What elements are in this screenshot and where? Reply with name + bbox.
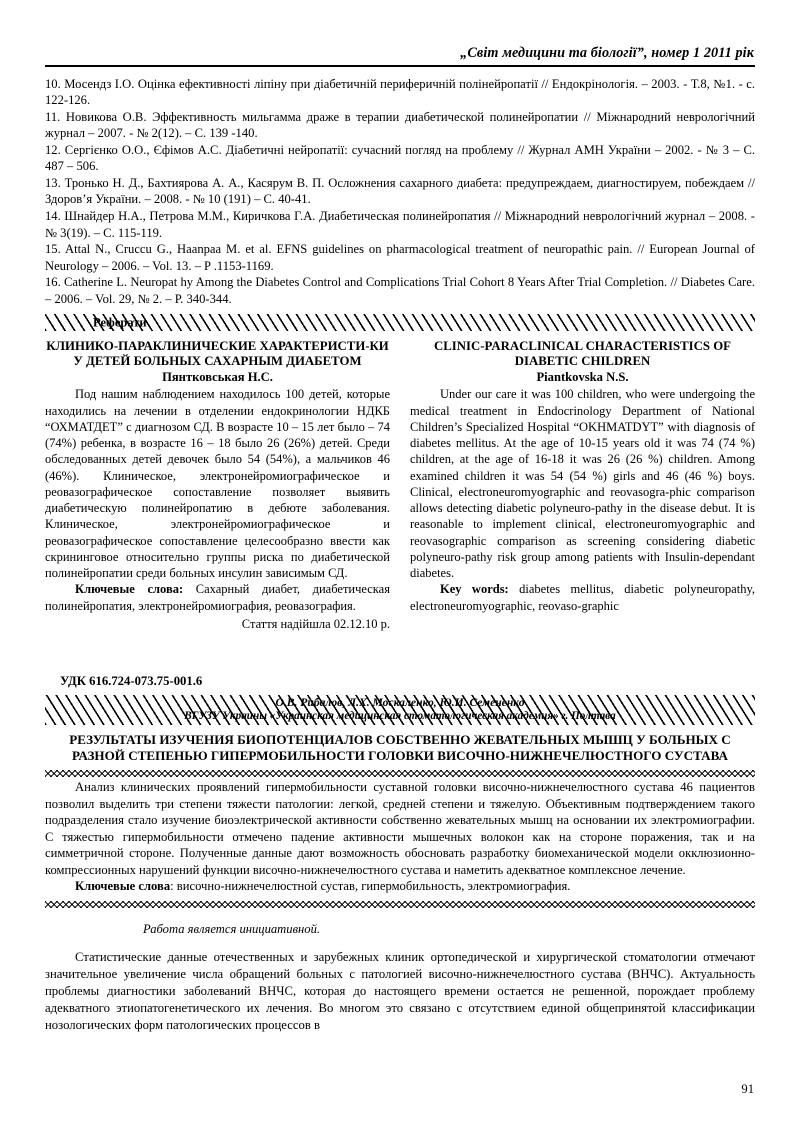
abstract-en-title: CLINIC-PARACLINICAL CHARACTERISTICS OF DIABETIC CHILDREN xyxy=(434,339,731,369)
abstract-en-author: Piantkovska N.S. xyxy=(536,369,629,384)
article-body-paragraph: Статистические данные отечественных и зарубежных клиник ортопедической и хирургической стоматологии отмечают значительное увеличение числа обращений больных с патологией височно-нижнечелюстного сустава (ВНЧС). Актуальность проблемы диагностики заболеваний ВНЧС, которая до настоящего времени остается не решенной, порождает проблему адекватного этиопатогенетического их лечения. Во многом это связано с отсутствием единой общепринятой классификации нозологических форм патологических процессов в xyxy=(45,949,755,1032)
article-abstract: Анализ клинических проявлений гипермобильности суставной головки височно-нижнечелюстного сустава 46 пациентов позволил выделить три степени тяжести патологии: легкой, средней степени и тяжелую. Объективным подтверждением такого подразделения стало изучение биоэлектрической активности собственно жевательных мышц на основании их электромиографии. С тяжестью гипермобильности отмечено падение активности мышечных волокон как на стороне поражения, так и на симметричной стороне. Полученные данные дают возможность обосновать разработку биомеханической модели окклюзионно-компрессионных нарушений функции височно-нижнечелюстного сустава и наметить адекватное комплексное лечение. xyxy=(45,780,755,877)
article-keywords-label: Ключевые слова xyxy=(75,879,171,894)
page-number: 91 xyxy=(741,1082,754,1096)
running-head-rule xyxy=(45,65,755,67)
abstract-ru-body-wrap xyxy=(45,386,390,614)
running-head: „Світ медицини та біології”, номер 1 2011 рік xyxy=(460,45,754,61)
article-authors-band xyxy=(45,695,755,725)
reference-item: 12. Сергієнко О.О., Єфімов А.С. Діабетичні нейропатії: сучасний погляд на проблему // Журнал АМН України – 2002. - № 3 – С. 487 – 506. xyxy=(45,142,755,174)
reference-list xyxy=(45,76,755,308)
udk-code: УДК 616.724-073.75-001.6 xyxy=(60,674,203,689)
reference-item: 10. Мосендз І.О. Оцінка ефективності ліпіну при діабетичній периферичній полінейропатії // Ендокрінологія. – 2003. - Т.8, №1. - с. 122-126. xyxy=(45,76,755,108)
abstract-ru-author: Пянтковськая Н.С. xyxy=(162,369,273,384)
reference-item: 15. Attal N., Cruccu G., Haanpaa M. et al. EFNS guidelines on pharmacological treatment of neuropathic pain. // European Journal of Neurology – 2006. – Vol. 13. – P .1153-1169. xyxy=(45,242,755,273)
abstract-en-keywords-label: Key words: xyxy=(440,582,509,597)
reference-item: 14. Шнайдер Н.А., Петрова М.М., Киричкова Г.А. Диабетическая полинейропатия // Міжнародний неврологічний журнал – 2008. - № 3(19). – С. 115-119. xyxy=(45,208,755,240)
article-keywords-line xyxy=(45,878,755,895)
abstract-english xyxy=(410,339,755,632)
abstract-ru-title: КЛИНИКО-ПАРАКЛИНИЧЕСКИЕ ХАРАКТЕРИСТИ-КИ У ДЕТЕЙ БОЛЬНЫХ САХАРНЫМ ДИАБЕТОМ xyxy=(46,339,389,369)
zigzag-rule-bottom xyxy=(45,901,755,908)
abstract-en-keywords: diabetes mellitus, diabetic polyneuropathy, electroneuromyographic, reovaso-graphic xyxy=(410,582,756,613)
reference-item: 13. Тронько Н. Д., Бахтиярова А. А., Касярум В. П. Осложнения сахарного диабета: предупреждаем, диагностируем, побеждаем // Здоров’я України. – 2008. - № 10 (191) – С. 40-41. xyxy=(45,175,755,207)
abstract-russian xyxy=(45,339,390,632)
abstract-ru-keywords: Сахарный диабет, диабетическая полинейропатия, электронейромиография, реовазография. xyxy=(45,582,390,613)
reference-item: 11. Новикова О.В. Эффективность мильгамма драже в терапии диабетической полинейропатии // Міжнародний неврологічний журнал – 2007. - № 2(12). – С. 139 -140. xyxy=(45,109,755,141)
abstract-ru-body: Под нашим наблюдением находилось 100 детей, которые находились на лечении в отделении ендокринологии НДКБ “ОХМАТДЕТ” с диагнозом СД. В возрасте 10 – 15 лет было – 74 (74%) ребенка, в возрасте 16 – 18 было 26 (26%) детей. Среди обследованных детей девочек было 54 (54%), а мальчиков 46 (46%). Клиническое, электронейромиографическое и реовазографическое сопоставление позволяет выявить диабетическую полинейропатию в дебюте заболевания. Клиническое, электронейромиографическое и реовазографическое сопоставление целесообразно ввести как скрининговое относительно группы риска по диабетической полинейропатии среди больных инсулин зависимым СД. xyxy=(45,387,390,581)
article-affiliation: ВГУЗУ Украины «Украинская медицинская стоматологическая академия» г. Полтава xyxy=(184,710,616,723)
abstract-en-keywords-line xyxy=(410,581,755,614)
abstract-en-body: Under our care it was 100 children, who were undergoing the medical treatment in Endocrinology Department of National Children’s Specialized Hospital “OKHMATDYT” with diagnosis of diabetes mellitus. At the age of 10-15 years old it was 74 (74 %) children, at the age of 16-18 it was 26 (26 %) children. Among examined children it was 54 (54 %) girls and 46 (46 %) boys. Clinical, electroneuromyographic and reovasogra-phic comparison allows detecting diabetic polyneuro-pathy in the disease debut. It is reasonable to implement clinical, electroneuromyographic and reovasographic comparison as screening considering diabetic polyneuro-pathy risk group among patients with Insulin-dependant diabetes. xyxy=(410,387,755,581)
article-title: РЕЗУЛЬТАТЫ ИЗУЧЕНИЯ БИОПОТЕНЦИАЛОВ СОБСТВЕННО ЖЕВАТЕЛЬНЫХ МЫШЦ У БОЛЬНЫХ С РАЗНОЙ СТЕПЕНЬЮ ГИПЕРМОБИЛЬНОСТИ ГОЛОВКИ ВИСОЧНО-НИЖНЕЧЕЛЮСТНОГО СУСТАВА xyxy=(69,732,731,764)
article-body xyxy=(45,949,755,1034)
funding-note: Работа является инициативной. xyxy=(143,921,321,936)
article-authors: О.В. Рибалов, Л.Х. Москаленко, Ю.И. Семененко xyxy=(275,696,525,710)
abstract-en-body-wrap xyxy=(410,386,755,614)
abstracts-two-column xyxy=(45,339,755,632)
article-keywords: : височно-нижнечелюстной сустав, гипермобильность, электромиография. xyxy=(170,879,571,894)
article-abstract-block xyxy=(45,779,755,895)
abstracts-section-band xyxy=(45,314,755,331)
abstract-ru-keywords-label: Ключевые слова: xyxy=(75,582,184,597)
reference-item: 16. Catherine L. Neuropat hy Among the Diabetes Control and Complications Trial Cohort 8 Years After Trial Completion. // Diabetes Care. – 2006. – Vol. 29, № 2. – Р. 340-344. xyxy=(45,275,755,306)
abstract-ru-keywords-line xyxy=(45,581,390,614)
zigzag-rule-top xyxy=(45,770,755,777)
abstracts-band-label: Реферати xyxy=(93,315,147,330)
received-date: Стаття надійшла 02.12.10 р. xyxy=(241,616,390,631)
